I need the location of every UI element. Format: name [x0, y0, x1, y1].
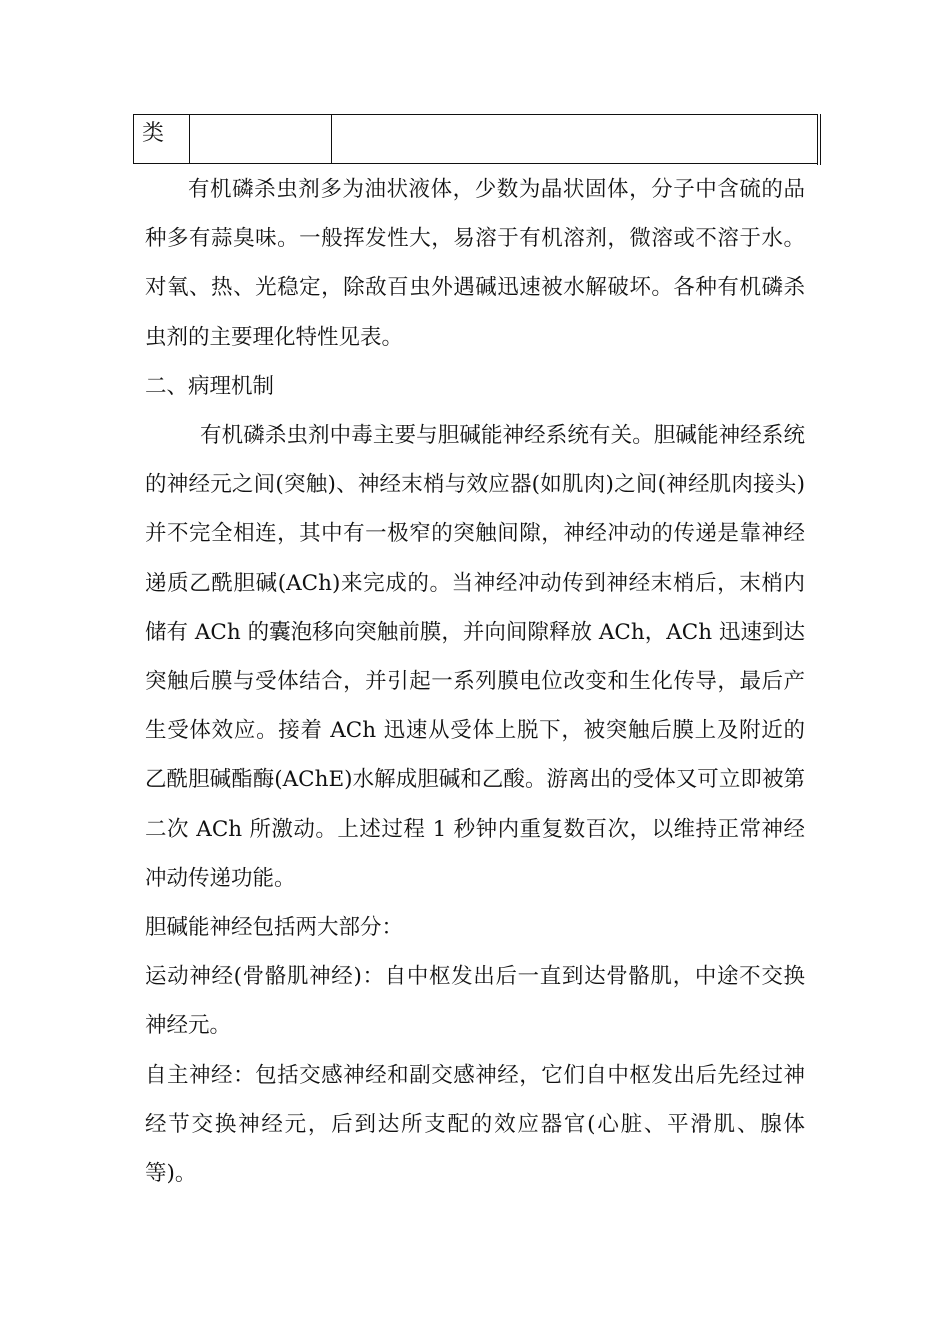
- paragraph-mechanism: 有机磷杀虫剂中毒主要与胆碱能神经系统有关。胆碱能神经系统的神经元之间(突触)、神经末梢与效应器(如肌肉)之间(神经肌肉接头)并不完全相连，其中有一极窄的突触间隙，神经冲动的传递是靠神经递质乙酰胆碱(ACh)来完成的。当神经冲动传到神经末梢后，末梢内储有 ACh 的囊泡移向突触前膜，并向间隙释放 ACh，ACh 迅速到达突触后膜与受体结合，并引起一系列膜电位改变和生化传导，最后产生受体效应。接着 ACh 迅速从受体上脱下，被突触后膜上及附近的乙酰胆碱酯酶(AChE)水解成胆碱和乙酸。游离出的受体又可立即被第二次 ACh 所激动。上述过程 1 秒钟内重复数百次，以维持正常神经冲动传递功能。: [145, 423, 805, 891]
- table-cell: [190, 115, 332, 163]
- table-fragment: [133, 114, 817, 164]
- paragraph-properties: 有机磷杀虫剂多为油状液体，少数为晶状固体，分子中含硫的品种多有蒜臭味。一般挥发性大，易溶于有机溶剂，微溶或不溶于水。对氧、热、光稳定，除敌百虫外遇碱迅速被水解破坏。各种有机磷杀虫剂的主要理化特性见表。: [145, 177, 805, 350]
- table-cell-text: 类: [142, 121, 165, 146]
- document-body: [145, 165, 805, 1198]
- section-heading: 二、病理机制: [145, 373, 275, 399]
- paragraph-motor-nerve: 运动神经(骨骼肌神经)：自中枢发出后一直到达骨骼肌，中途不交换神经元。: [145, 964, 805, 1039]
- paragraph-cholinergic-intro: 胆碱能神经包括两大部分：: [145, 915, 404, 941]
- table-cell: [134, 115, 190, 163]
- paragraph-autonomic-nerve: 自主神经：包括交感神经和副交感神经，它们自中枢发出后先经过神经节交换神经元，后到达所支配的效应器官(心脏、平滑肌、腺体等)。: [145, 1062, 805, 1187]
- table-cell: [332, 115, 817, 163]
